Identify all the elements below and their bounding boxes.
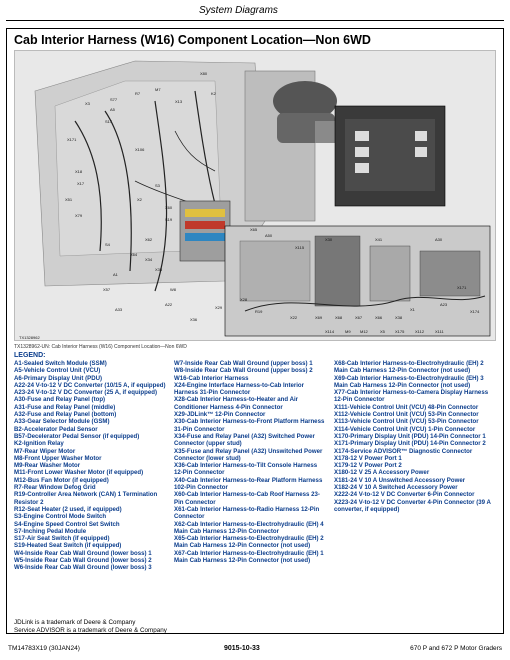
component-location-figure — [14, 50, 496, 341]
legend-entry — [14, 360, 166, 367]
svg-text:X38: X38 — [395, 315, 403, 320]
legend-entry — [14, 542, 166, 549]
legend-entry — [14, 535, 166, 542]
legend-entry-text: M7-Rear Wiper Motor — [14, 447, 76, 455]
legend-entry — [14, 506, 166, 513]
legend-entry-text: X65-Cab Interior Harness-to-Electrohydraulic (EH) 2 Main Cab Harness 12-Pin Connector (not used) — [174, 535, 324, 550]
svg-text:S17: S17 — [105, 119, 113, 124]
legend-entry-text: S7-Inching Pedal Module — [14, 527, 87, 535]
legend-entry-text: X28-Cab Interior Harness-to-Heater and Air Conditioner Harness 4-Pin Connector — [174, 396, 299, 411]
legend-entry — [174, 367, 326, 374]
footer-machine-name: 670 P and 672 P Motor Graders — [410, 645, 502, 652]
legend-entry — [334, 440, 496, 447]
svg-text:X80: X80 — [200, 71, 208, 76]
legend-entry-text: M9-Rear Washer Motor — [14, 462, 81, 470]
legend-entry — [14, 557, 166, 564]
svg-text:X115: X115 — [295, 245, 305, 250]
legend-entry — [334, 462, 496, 469]
legend-entry — [334, 375, 496, 390]
svg-text:X2: X2 — [137, 197, 142, 202]
trademark-service-advisor: Service ADVISOR is a trademark of Deere & Company — [14, 627, 167, 634]
svg-text:X17: X17 — [77, 181, 85, 186]
legend-entry — [14, 411, 166, 418]
legend-entry-text: S17-Air Seat Switch (if equipped) — [14, 535, 110, 543]
legend-entry — [14, 564, 166, 571]
svg-text:X174: X174 — [470, 309, 480, 314]
legend-entry — [14, 418, 166, 425]
legend-entry-text: X114-Vehicle Control Unit (VCU) 1-Pin Connector — [334, 425, 476, 433]
legend-entry — [334, 360, 496, 375]
svg-text:A1: A1 — [113, 272, 118, 277]
svg-text:X111: X111 — [435, 329, 444, 334]
legend-entry — [334, 389, 496, 404]
legend-entry-text: X180-12 V 25 A Accessory Power — [334, 469, 430, 477]
legend-heading: LEGEND: — [14, 352, 46, 359]
svg-text:X35: X35 — [155, 267, 163, 272]
legend-entry-text: S4-Engine Speed Control Set Switch — [14, 520, 120, 528]
legend-entry — [14, 484, 166, 491]
legend-entry-text: A30-Fuse and Relay Panel (top) — [14, 396, 106, 404]
legend-entry-text: X223-24 V-to-12 V DC Converter 4-Pin Connector (39 A converter, if equipped) — [334, 498, 491, 513]
legend-entry-text: A6-Primary Display Unit (PDU) — [14, 374, 103, 382]
svg-text:X66: X66 — [375, 315, 383, 320]
legend-entry-text: M8-Front Upper Washer Motor — [14, 454, 102, 462]
legend-entry — [334, 418, 496, 425]
svg-text:X30: X30 — [325, 237, 333, 242]
legend-column-3 — [334, 360, 496, 513]
legend-entry — [14, 448, 166, 455]
legend-entry — [174, 433, 326, 448]
legend-entry-text: W7-Inside Rear Cab Wall Ground (upper boss) 1 — [174, 360, 313, 367]
legend-entry-text: A22-24 V-to-12 V DC Converter (10/15 A, if equipped) — [14, 381, 166, 389]
legend-entry-text: X68-Cab Interior Harness-to-Electrohydraulic (EH) 2 Main Cab Harness 12-Pin Connector (not used) — [334, 360, 484, 375]
legend-entry — [14, 513, 166, 520]
legend-entry-text: X61-Cab Interior Harness-to-Radio Harness 12-Pin Connector — [174, 505, 320, 521]
svg-text:A23: A23 — [440, 302, 448, 307]
legend-entry — [334, 491, 496, 498]
svg-text:A33: A33 — [115, 307, 123, 312]
svg-text:W8: W8 — [170, 287, 176, 292]
header-section-title: System Diagrams — [199, 5, 278, 16]
legend-entry — [14, 469, 166, 476]
svg-text:A5: A5 — [110, 107, 115, 112]
legend-entry — [334, 469, 496, 476]
legend-entry-text: W16-Cab Interior Harness — [174, 374, 249, 382]
svg-text:X175: X175 — [395, 329, 405, 334]
cab-harness-illustration — [15, 51, 496, 341]
svg-text:M9: M9 — [345, 329, 351, 334]
legend-entry-text: X29-JDLink™ 12-Pin Connector — [174, 411, 266, 419]
legend-entry — [174, 375, 326, 382]
legend-entry — [334, 404, 496, 411]
svg-text:X57: X57 — [103, 287, 111, 292]
trademark-jdlink: JDLink is a trademark of Deere & Company — [14, 619, 136, 626]
legend-entry-text: A1-Sealed Switch Module (SSM) — [14, 360, 107, 367]
legend-entry — [14, 550, 166, 557]
legend-entry-text: X77-Cab Interior Harness-to-Camera Display Harness 12-Pin Connector — [334, 389, 489, 404]
legend-entry-text: X182-24 V 10 A Switched Accessory Power — [334, 484, 458, 492]
svg-text:X29: X29 — [215, 305, 223, 310]
svg-text:X22: X22 — [290, 315, 298, 320]
legend-entry — [174, 382, 326, 397]
legend-entry-text: X40-Cab Interior Harness-to-Rear Platform Harness 102-Pin Connector — [174, 476, 323, 492]
legend-entry — [14, 433, 166, 440]
legend-entry — [334, 455, 496, 462]
svg-text:X112: X112 — [415, 329, 425, 334]
svg-text:X106: X106 — [135, 147, 145, 152]
legend-entry — [14, 389, 166, 396]
legend-column-2 — [174, 360, 326, 564]
legend-entry — [14, 426, 166, 433]
svg-text:R7: R7 — [135, 91, 141, 96]
legend-entry-text: X35-Fuse and Relay Panel (A32) Unswitched Power Connector (lower stud) — [174, 447, 323, 462]
svg-text:X64: X64 — [130, 252, 138, 257]
legend-entry-text: W6-Inside Rear Cab Wall Ground (lower boss) 3 — [14, 564, 152, 572]
legend-entry — [174, 506, 326, 521]
legend-entry — [14, 491, 166, 506]
legend-entry — [174, 550, 326, 565]
legend-entry-text: X34-Fuse and Relay Panel (A32) Switched Power Connector (upper stud) — [174, 432, 315, 448]
legend-entry — [334, 433, 496, 440]
svg-text:X41: X41 — [375, 237, 383, 242]
legend-entry — [334, 499, 496, 514]
legend-entry — [174, 462, 326, 477]
svg-text:R19: R19 — [255, 309, 263, 314]
legend-entry-text: X67-Cab Interior Harness-to-Electrohydraulic (EH) 1 Main Cab Harness 12-Pin Connector (not used) — [174, 549, 324, 565]
legend-entry-text: X60-Cab Interior Harness-to-Cab Roof Harness 23-Pin Connector — [174, 491, 320, 506]
legend-entry — [174, 411, 326, 418]
svg-text:X60: X60 — [165, 205, 173, 210]
svg-text:S77: S77 — [110, 97, 118, 102]
legend-entry-text: K2-Ignition Relay — [14, 440, 64, 448]
svg-text:S4: S4 — [105, 242, 110, 247]
legend-entry-text: X62-Cab Interior Harness-to-Electrohydraulic (EH) 4 Main Cab Harness 12-Pin Connector — [174, 520, 324, 535]
legend-entry — [334, 448, 496, 455]
legend-entry — [14, 404, 166, 411]
legend-entry-text: M12-Bus Fan Motor (if equipped) — [14, 476, 109, 484]
svg-text:X171: X171 — [457, 285, 467, 290]
svg-text:A30: A30 — [435, 237, 443, 242]
footer-page-number: 9015-10-33 — [224, 645, 260, 652]
legend-entry — [174, 448, 326, 463]
legend-entry — [174, 535, 326, 550]
svg-text:A22: A22 — [165, 302, 173, 307]
legend-entry-text: X30-Cab Interior Harness-to-Front Platform Harness 31-Pin Connector — [174, 418, 325, 433]
legend-entry-text: R7-Rear Window Defog Grid — [14, 484, 96, 492]
legend-entry — [334, 477, 496, 484]
legend-entry-text: S19-Heated Seat Switch (if equipped) — [14, 542, 122, 550]
legend-entry — [334, 426, 496, 433]
svg-text:X68: X68 — [335, 315, 343, 320]
legend-entry — [174, 491, 326, 506]
legend-entry — [334, 411, 496, 418]
legend-entry-text: X113-Vehicle Control Unit (VCU) 53-Pin Connector — [334, 418, 479, 426]
legend-entry — [14, 455, 166, 462]
legend-entry-text: M11-Front Lower Washer Motor (if equipped) — [14, 469, 144, 477]
legend-entry — [334, 484, 496, 491]
legend-entry-text: A32-Fuse and Relay Panel (bottom) — [14, 411, 117, 419]
legend-entry-text: B2-Accelerator Pedal Sensor — [14, 425, 98, 433]
legend-entry-text: X181-24 V 10 A Unswitched Accessory Power — [334, 476, 466, 484]
legend-entry — [14, 462, 166, 469]
svg-text:X114: X114 — [325, 329, 335, 334]
svg-text:X18: X18 — [75, 169, 83, 174]
legend-entry-text: X36-Cab Interior Harness-to-Tilt Console Harness 12-Pin Connector — [174, 462, 318, 477]
legend-entry-text: R19-Controller Area Network (CAN) 1 Termination Resistor 2 — [14, 491, 158, 506]
legend-entry — [14, 521, 166, 528]
legend-entry-text: X111-Vehicle Control Unit (VCU) 48-Pin Connector — [334, 403, 479, 411]
document-title: Cab Interior Harness (W16) Component Location—Non 6WD — [14, 33, 371, 47]
svg-text:K2: K2 — [211, 91, 216, 96]
footer-manual-id: TM14783X19 (30JAN24) — [8, 645, 80, 652]
svg-text:X36: X36 — [190, 317, 198, 322]
legend-entry-text: A23-24 V-to-12 V DC Converter (25 A, if equipped) — [14, 389, 158, 397]
legend-column-1 — [14, 360, 166, 572]
legend-entry — [174, 477, 326, 492]
legend-entry-text: W4-Inside Rear Cab Wall Ground (lower boss) 1 — [14, 549, 152, 557]
svg-text:X13: X13 — [175, 99, 183, 104]
legend-entry-text: A5-Vehicle Control Unit (VCU) — [14, 367, 101, 375]
legend-entry-text: X171-Primary Display Unit (PDU) 14-Pin Connector 2 — [334, 440, 486, 448]
legend-entry-text: X112-Vehicle Control Unit (VCU) 53-Pin Connector — [334, 411, 479, 419]
legend-entry — [174, 360, 326, 367]
legend-entry-text: X174-Service ADVISOR™ Diagnostic Connector — [334, 447, 473, 455]
svg-text:X1: X1 — [410, 307, 415, 312]
svg-text:X79: X79 — [75, 213, 83, 218]
legend-entry — [14, 528, 166, 535]
svg-text:X67: X67 — [355, 315, 363, 320]
legend-entry-text: X178-12 V Power Port 1 — [334, 454, 402, 462]
legend-entry-text: W8-Inside Rear Cab Wall Ground (upper boss) 2 — [174, 367, 313, 375]
legend-entry-text: A31-Fuse and Relay Panel (middle) — [14, 403, 116, 411]
legend-entry — [174, 396, 326, 411]
svg-text:M7: M7 — [155, 87, 161, 92]
svg-text:X34: X34 — [145, 257, 153, 262]
legend-entry-text: S3-Engine Control Mode Switch — [14, 513, 107, 521]
legend-entry — [14, 477, 166, 484]
svg-text:X62: X62 — [145, 237, 153, 242]
svg-text:X65: X65 — [250, 227, 258, 232]
svg-text:X69: X69 — [315, 315, 323, 320]
legend-entry-text: R12-Seat Heater (2 used, if equipped) — [14, 505, 122, 513]
svg-text:X5: X5 — [380, 329, 385, 334]
legend-entry-text: X179-12 V Power Port 2 — [334, 462, 402, 470]
legend-entry — [174, 418, 326, 433]
legend-entry — [14, 440, 166, 447]
svg-text:X171: X171 — [67, 137, 77, 142]
legend-entry — [14, 382, 166, 389]
legend-entry-text: X24-Engine Interface Harness-to-Cab Interior Harness 31-Pin Connector — [174, 381, 305, 397]
svg-text:S3: S3 — [155, 183, 160, 188]
svg-text:M12: M12 — [360, 329, 368, 334]
legend-entry — [14, 396, 166, 403]
legend-entry-text: X222-24 V-to-12 V DC Converter 6-Pin Connector — [334, 491, 475, 499]
legend-entry-text: W5-Inside Rear Cab Wall Ground (lower boss) 2 — [14, 557, 152, 565]
svg-text:X28: X28 — [240, 297, 248, 302]
svg-text:A50: A50 — [265, 233, 273, 238]
legend-entry — [14, 375, 166, 382]
legend-entry — [174, 521, 326, 536]
legend-entry-text: X170-Primary Display Unit (PDU) 14-Pin Connector 1 — [334, 432, 486, 440]
legend-entry-text: X69-Cab Interior Harness-to-Electrohydraulic (EH) 3 Main Cab Harness 12-Pin Connector (not used) — [334, 374, 484, 389]
figure-caption: TX1328962-UN: Cab Interior Harness (W16) Component Location—Non 6WD — [14, 344, 187, 350]
svg-text:TX1328962: TX1328962 — [19, 335, 40, 340]
header-rule — [6, 20, 504, 21]
svg-text:X3: X3 — [85, 101, 90, 106]
svg-text:S19: S19 — [165, 217, 173, 222]
legend-entry-text: B57-Decelerator Pedal Sensor (if equipped) — [14, 432, 140, 440]
legend-entry — [14, 367, 166, 374]
svg-text:X51: X51 — [65, 197, 73, 202]
legend-entry-text: A33-Gear Selector Module (GSM) — [14, 418, 110, 426]
